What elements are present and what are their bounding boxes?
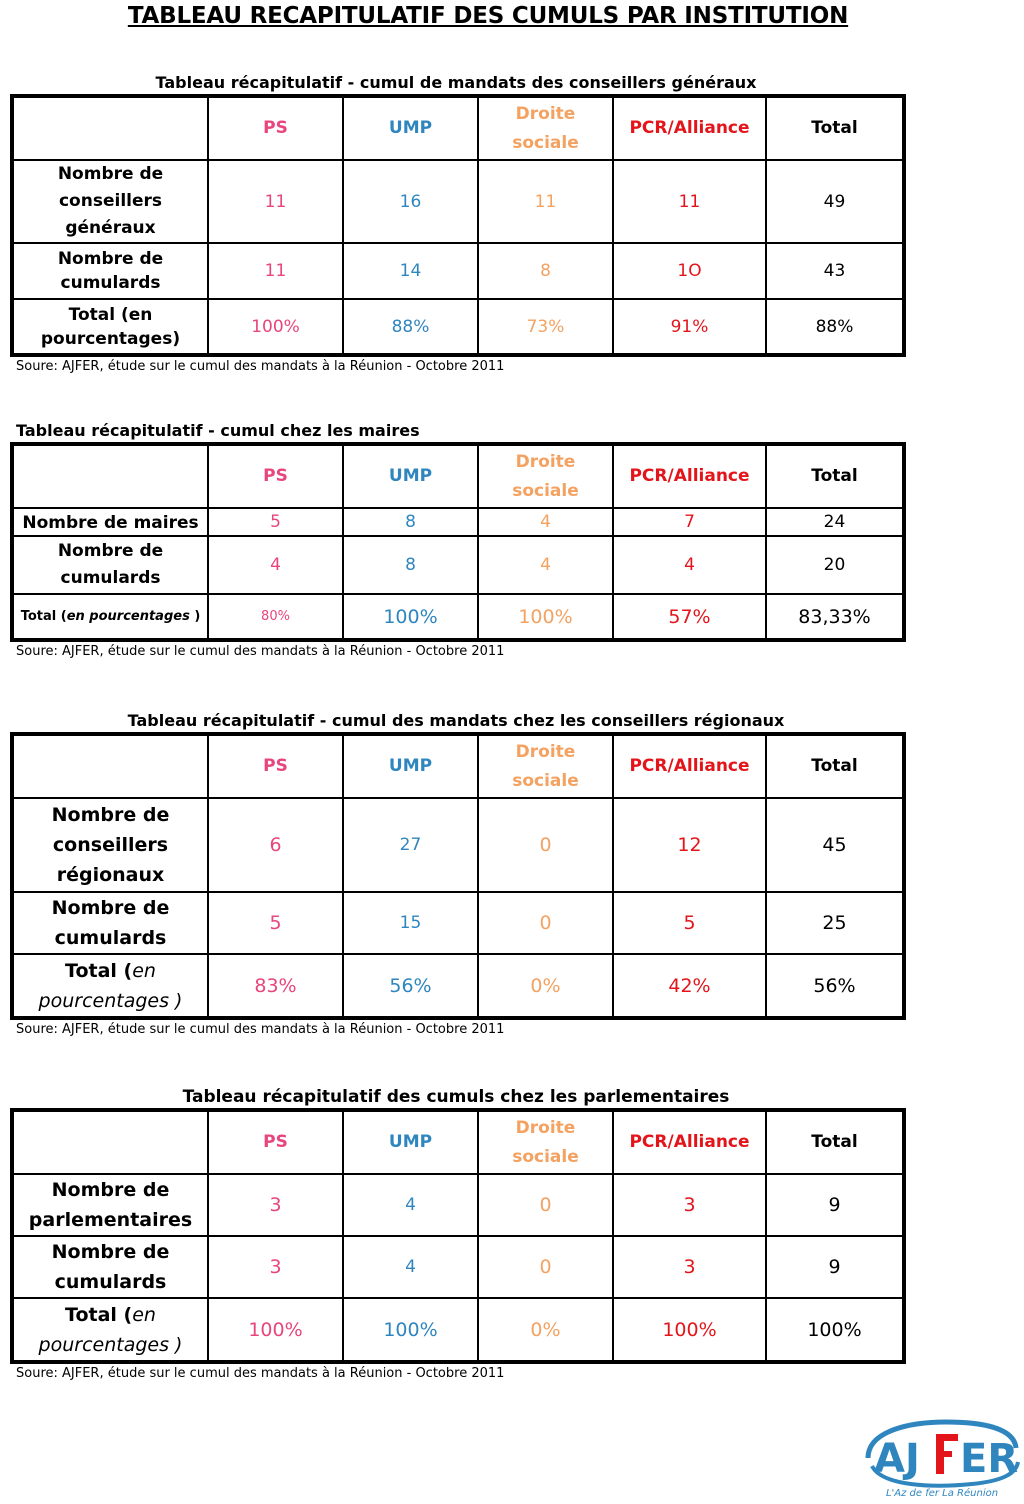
table-row: [12, 508, 904, 536]
cell-ps: 100%: [208, 299, 343, 355]
row-label-line: Nombre de: [51, 1179, 170, 1201]
header-ds-line2: sociale: [512, 480, 579, 501]
table-row: [12, 1236, 904, 1298]
cell-ds: 4: [478, 536, 613, 594]
cell-ump: 56%: [343, 954, 478, 1018]
cell-ump: 27: [343, 798, 478, 892]
header-total: Total: [766, 96, 904, 160]
row-label-part: ): [189, 609, 201, 624]
row-label-italic: en pourcentages: [66, 609, 190, 624]
header-droite-sociale: [478, 96, 613, 160]
table-row: [12, 536, 904, 594]
cell-total: 43: [766, 243, 904, 299]
row-label-part: Total (: [20, 609, 67, 624]
cell-total: 25: [766, 892, 904, 954]
row-label: [12, 1298, 208, 1362]
row-label-part: ): [169, 989, 183, 1012]
table-row: [12, 1174, 904, 1236]
cell-pcr: 7: [613, 508, 766, 536]
row-label-italic: en: [132, 959, 156, 982]
header-ps: PS: [208, 96, 343, 160]
cell-ds: 0: [478, 798, 613, 892]
ajfer-logo-icon: [862, 1418, 1022, 1490]
header-row: [12, 1110, 904, 1174]
cell-ds: 0: [478, 1174, 613, 1236]
table-parlementaires: [10, 1108, 906, 1364]
table-title: Tableau récapitulatif - cumul des mandats chez les conseillers régionaux: [127, 711, 785, 730]
header-total: Total: [766, 444, 904, 508]
header-ps: PS: [208, 734, 343, 798]
row-label-italic: pourcentages: [38, 989, 169, 1012]
row-label-part: Total (: [65, 1303, 133, 1326]
row-label: [12, 243, 208, 299]
cell-pcr: 42%: [613, 954, 766, 1018]
cell-pcr: 3: [613, 1174, 766, 1236]
header-ds-line2: sociale: [512, 1146, 579, 1167]
cell-ump: 8: [343, 508, 478, 536]
header-pcr: PCR/Alliance: [613, 444, 766, 508]
cell-ps: 11: [208, 243, 343, 299]
row-label: [12, 536, 208, 594]
table-title: Tableau récapitulatif - cumul chez les maires: [16, 421, 420, 440]
logo-text-aj: AJ: [874, 1436, 920, 1482]
table-maires: [10, 442, 906, 642]
cell-pcr: 1O: [613, 243, 766, 299]
cell-ump: 14: [343, 243, 478, 299]
row-label-line: cumulards: [60, 273, 161, 293]
cell-pcr: 100%: [613, 1298, 766, 1362]
table-row: [12, 954, 904, 1018]
table-row: [12, 243, 904, 299]
cell-pcr: 3: [613, 1236, 766, 1298]
header-ds-line2: sociale: [512, 132, 579, 153]
header-ump: UMP: [343, 96, 478, 160]
cell-total: 100%: [766, 1298, 904, 1362]
cell-ump: 100%: [343, 1298, 478, 1362]
source-note: Soure: AJFER, étude sur le cumul des mandats à la Réunion - Octobre 2011: [16, 644, 505, 659]
row-label-line: pourcentages): [40, 328, 181, 349]
cell-ps: 100%: [208, 1298, 343, 1362]
table-row: [12, 798, 904, 892]
cell-pcr: 57%: [613, 594, 766, 640]
cell-ps: 4: [208, 536, 343, 594]
cell-ps: 80%: [208, 594, 343, 640]
cell-total: 9: [766, 1236, 904, 1298]
header-ps: PS: [208, 444, 343, 508]
section-conseillers-regionaux: [10, 710, 902, 1040]
cell-ps: 3: [208, 1236, 343, 1298]
cell-ps: 3: [208, 1174, 343, 1236]
table-row: [12, 299, 904, 355]
row-label: [12, 299, 208, 355]
table-row: [12, 892, 904, 954]
header-row: [12, 734, 904, 798]
row-label-part: ): [169, 1333, 183, 1356]
cell-total: 83,33%: [766, 594, 904, 640]
header-ds-line2: sociale: [512, 770, 579, 791]
header-total: Total: [766, 1110, 904, 1174]
logo-tagline: L'Az de fer La Réunion: [885, 1488, 999, 1499]
row-label: [12, 160, 208, 243]
header-total: Total: [766, 734, 904, 798]
header-ds-line1: Droite: [515, 741, 576, 762]
row-label-line: cumulards: [54, 1271, 167, 1293]
header-droite-sociale: [478, 444, 613, 508]
row-label: [12, 798, 208, 892]
row-label: [12, 594, 208, 640]
table-conseillers-regionaux: [10, 732, 906, 1020]
cell-pcr: 91%: [613, 299, 766, 355]
cell-ds: 0: [478, 1236, 613, 1298]
logo-text-er: ER: [960, 1436, 1019, 1482]
row-label: [12, 1174, 208, 1236]
cell-pcr: 11: [613, 160, 766, 243]
table-conseillers-generaux: [10, 94, 906, 357]
table-title: Tableau récapitulatif - cumul de mandats des conseillers généraux: [155, 73, 757, 92]
cell-total: 24: [766, 508, 904, 536]
cell-ds: 11: [478, 160, 613, 243]
page-title: TABLEAU RECAPITULATIF DES CUMULS PAR INSTITUTION: [127, 3, 849, 29]
cell-pcr: 5: [613, 892, 766, 954]
row-label-italic: pourcentages: [38, 1333, 169, 1356]
row-label-line: parlementaires: [28, 1209, 193, 1231]
corner-cell: [12, 1110, 208, 1174]
cell-ump: 16: [343, 160, 478, 243]
header-pcr: PCR/Alliance: [613, 734, 766, 798]
cell-total: 56%: [766, 954, 904, 1018]
header-ump: UMP: [343, 734, 478, 798]
cell-ds: 73%: [478, 299, 613, 355]
header-pcr: PCR/Alliance: [613, 96, 766, 160]
row-label-line: cumulards: [60, 568, 161, 588]
section-maires: [10, 420, 902, 662]
row-label-part: Total (: [65, 959, 133, 982]
table-title: Tableau récapitulatif des cumuls chez les parlementaires: [182, 1087, 730, 1107]
cell-ump: 8: [343, 536, 478, 594]
cell-ump: 15: [343, 892, 478, 954]
header-droite-sociale: [478, 734, 613, 798]
cell-ump: 4: [343, 1236, 478, 1298]
header-droite-sociale: [478, 1110, 613, 1174]
corner-cell: [12, 444, 208, 508]
row-label-line: cumulards: [54, 927, 167, 949]
cell-ump: 88%: [343, 299, 478, 355]
cell-ds: 100%: [478, 594, 613, 640]
row-label: [12, 1236, 208, 1298]
header-ps: PS: [208, 1110, 343, 1174]
cell-total: 20: [766, 536, 904, 594]
section-parlementaires: [10, 1086, 902, 1384]
corner-cell: [12, 96, 208, 160]
section-conseillers-generaux: [10, 72, 902, 377]
table-row: [12, 160, 904, 243]
cell-ps: 5: [208, 892, 343, 954]
cell-pcr: 4: [613, 536, 766, 594]
row-label-line: Nombre de: [57, 249, 164, 269]
row-label: [12, 892, 208, 954]
row-label-line: Total (en: [68, 304, 153, 325]
row-label-line: Nombre de: [57, 541, 164, 561]
header-row: [12, 96, 904, 160]
header-ump: UMP: [343, 444, 478, 508]
header-pcr: PCR/Alliance: [613, 1110, 766, 1174]
cell-ump: 4: [343, 1174, 478, 1236]
source-note: Soure: AJFER, étude sur le cumul des mandats à la Réunion - Octobre 2011: [16, 1366, 505, 1381]
cell-total: 88%: [766, 299, 904, 355]
cell-pcr: 12: [613, 798, 766, 892]
corner-cell: [12, 734, 208, 798]
cell-ds: 0: [478, 892, 613, 954]
header-ds-line1: Droite: [515, 103, 576, 124]
cell-ds: 0%: [478, 1298, 613, 1362]
cell-ps: 6: [208, 798, 343, 892]
header-ds-line1: Droite: [515, 451, 576, 472]
cell-ds: 8: [478, 243, 613, 299]
row-label-italic: en: [132, 1303, 156, 1326]
cell-total: 49: [766, 160, 904, 243]
cell-ps: 11: [208, 160, 343, 243]
header-ds-line1: Droite: [515, 1117, 576, 1138]
row-label: [12, 954, 208, 1018]
header-row: [12, 444, 904, 508]
row-label-line: conseillers généraux: [58, 191, 163, 238]
row-label: Nombre de maires: [12, 508, 208, 536]
source-note: Soure: AJFER, étude sur le cumul des mandats à la Réunion - Octobre 2011: [16, 359, 505, 374]
header-ump: UMP: [343, 1110, 478, 1174]
ajfer-logo: [862, 1418, 1022, 1504]
cell-total: 45: [766, 798, 904, 892]
row-label-line: conseillers: [52, 834, 169, 856]
row-label-line: régionaux: [56, 864, 165, 886]
row-label-line: Nombre de: [51, 804, 170, 826]
row-label-line: Nombre de: [57, 164, 164, 184]
cell-ps: 5: [208, 508, 343, 536]
source-note: Soure: AJFER, étude sur le cumul des mandats à la Réunion - Octobre 2011: [16, 1022, 505, 1037]
cell-total: 9: [766, 1174, 904, 1236]
cell-ump: 100%: [343, 594, 478, 640]
row-label-line: Nombre de: [51, 1241, 170, 1263]
row-label-line: Nombre de: [51, 897, 170, 919]
table-row: [12, 594, 904, 640]
cell-ds: 0%: [478, 954, 613, 1018]
table-row: [12, 1298, 904, 1362]
cell-ds: 4: [478, 508, 613, 536]
cell-ps: 83%: [208, 954, 343, 1018]
